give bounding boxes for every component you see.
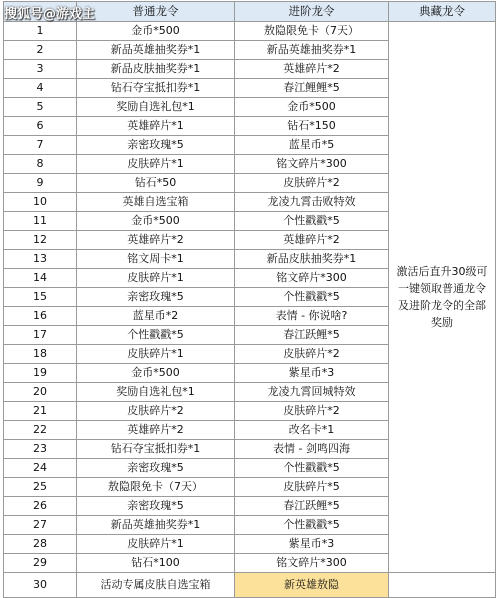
level-cell: 7 [4,136,77,155]
level-cell: 1 [4,22,77,41]
collection-empty-cell [389,573,496,598]
level-cell: 4 [4,79,77,98]
advanced-reward-cell: 春江跃鲤*5 [235,326,389,345]
advanced-reward-cell: 表情 - 剑鸣四海 [235,440,389,459]
normal-reward-cell: 新品英雄抽奖券*1 [77,516,235,535]
level-cell: 24 [4,459,77,478]
level-cell: 9 [4,174,77,193]
normal-reward-cell: 英雄自选宝箱 [77,193,235,212]
advanced-reward-cell: 皮肤碎片*5 [235,478,389,497]
advanced-reward-cell: 英雄碎片*2 [235,60,389,79]
normal-reward-cell: 亲密玫瑰*5 [77,136,235,155]
normal-reward-cell: 皮肤碎片*1 [77,269,235,288]
advanced-reward-cell: 新英雄敖隐 [235,573,389,598]
advanced-reward-cell: 敖隐限免卡（7天） [235,22,389,41]
level-cell: 15 [4,288,77,307]
advanced-reward-cell: 铭文碎片*300 [235,554,389,573]
normal-reward-cell: 活动专属皮肤自选宝箱 [77,573,235,598]
advanced-reward-cell: 个性戳戳*5 [235,288,389,307]
collection-reward-cell: 激活后直升30级可一键领取普通龙令及进阶龙令的全部奖励 [389,22,496,573]
advanced-reward-cell: 蓝星币*5 [235,136,389,155]
advanced-reward-cell: 紫星币*3 [235,535,389,554]
level-cell: 6 [4,117,77,136]
advanced-reward-cell: 龙凌九霄击败特效 [235,193,389,212]
advanced-reward-cell: 龙凌九霄回城特效 [235,383,389,402]
header-normal: 普通龙令 [77,2,235,22]
normal-reward-cell: 奖励自选礼包*1 [77,98,235,117]
level-cell: 2 [4,41,77,60]
level-cell: 12 [4,231,77,250]
advanced-reward-cell: 个性戳戳*5 [235,516,389,535]
advanced-reward-cell: 钻石*150 [235,117,389,136]
advanced-reward-cell: 金币*500 [235,98,389,117]
header-collection: 典藏龙令 [389,2,496,22]
table-row [4,22,496,41]
advanced-reward-cell: 改名卡*1 [235,421,389,440]
normal-reward-cell: 金币*500 [77,212,235,231]
normal-reward-cell: 蓝星币*2 [77,307,235,326]
normal-reward-cell: 英雄碎片*1 [77,117,235,136]
normal-reward-cell: 皮肤碎片*1 [77,155,235,174]
level-cell: 25 [4,478,77,497]
advanced-reward-cell: 铭文碎片*300 [235,269,389,288]
normal-reward-cell: 英雄碎片*2 [77,231,235,250]
normal-reward-cell: 新品皮肤抽奖券*1 [77,60,235,79]
advanced-reward-cell: 皮肤碎片*2 [235,402,389,421]
normal-reward-cell: 钻石夺宝抵扣券*1 [77,440,235,459]
advanced-reward-cell: 个性戳戳*5 [235,212,389,231]
advanced-reward-cell: 铭文碎片*300 [235,155,389,174]
advanced-reward-cell: 春江跃鲤*5 [235,497,389,516]
normal-reward-cell: 新品英雄抽奖券*1 [77,41,235,60]
normal-reward-cell: 敖隐限免卡（7天） [77,478,235,497]
level-cell: 30 [4,573,77,598]
level-cell: 8 [4,155,77,174]
level-cell: 5 [4,98,77,117]
normal-reward-cell: 铭文周卡*1 [77,250,235,269]
level-cell: 23 [4,440,77,459]
advanced-reward-cell: 新品英雄抽奖券*1 [235,41,389,60]
level-cell: 17 [4,326,77,345]
level-cell: 14 [4,269,77,288]
advanced-reward-cell: 春江鲤鲤*5 [235,79,389,98]
level-cell: 11 [4,212,77,231]
normal-reward-cell: 金币*500 [77,364,235,383]
normal-reward-cell: 英雄碎片*2 [77,421,235,440]
level-cell: 16 [4,307,77,326]
level-cell: 29 [4,554,77,573]
normal-reward-cell: 个性戳戳*5 [77,326,235,345]
normal-reward-cell: 钻石*50 [77,174,235,193]
reward-table-container [3,1,495,598]
header-advanced: 进阶龙令 [235,2,389,22]
advanced-reward-cell: 表情 - 你说啥? [235,307,389,326]
normal-reward-cell: 皮肤碎片*1 [77,345,235,364]
normal-reward-cell: 皮肤碎片*2 [77,402,235,421]
level-cell: 10 [4,193,77,212]
level-cell: 13 [4,250,77,269]
level-cell: 18 [4,345,77,364]
advanced-reward-cell: 皮肤碎片*2 [235,174,389,193]
normal-reward-cell: 奖励自选礼包*1 [77,383,235,402]
level-cell: 20 [4,383,77,402]
level-cell: 27 [4,516,77,535]
advanced-reward-cell: 紫星币*3 [235,364,389,383]
level-cell: 26 [4,497,77,516]
normal-reward-cell: 钻石*100 [77,554,235,573]
advanced-reward-cell: 英雄碎片*2 [235,231,389,250]
normal-reward-cell: 亲密玫瑰*5 [77,288,235,307]
normal-reward-cell: 皮肤碎片*1 [77,535,235,554]
normal-reward-cell: 亲密玫瑰*5 [77,459,235,478]
level-cell: 3 [4,60,77,79]
reward-table [3,1,496,598]
level-cell: 19 [4,364,77,383]
normal-reward-cell: 金币*500 [77,22,235,41]
level-cell: 22 [4,421,77,440]
level-cell: 28 [4,535,77,554]
normal-reward-cell: 亲密玫瑰*5 [77,497,235,516]
advanced-reward-cell: 新品皮肤抽奖券*1 [235,250,389,269]
normal-reward-cell: 钻石夺宝抵扣券*1 [77,79,235,98]
table-row [4,573,496,598]
watermark: 搜狐号@游戏主 [4,7,96,22]
advanced-reward-cell: 个性戳戳*5 [235,459,389,478]
level-cell: 21 [4,402,77,421]
advanced-reward-cell: 皮肤碎片*2 [235,345,389,364]
